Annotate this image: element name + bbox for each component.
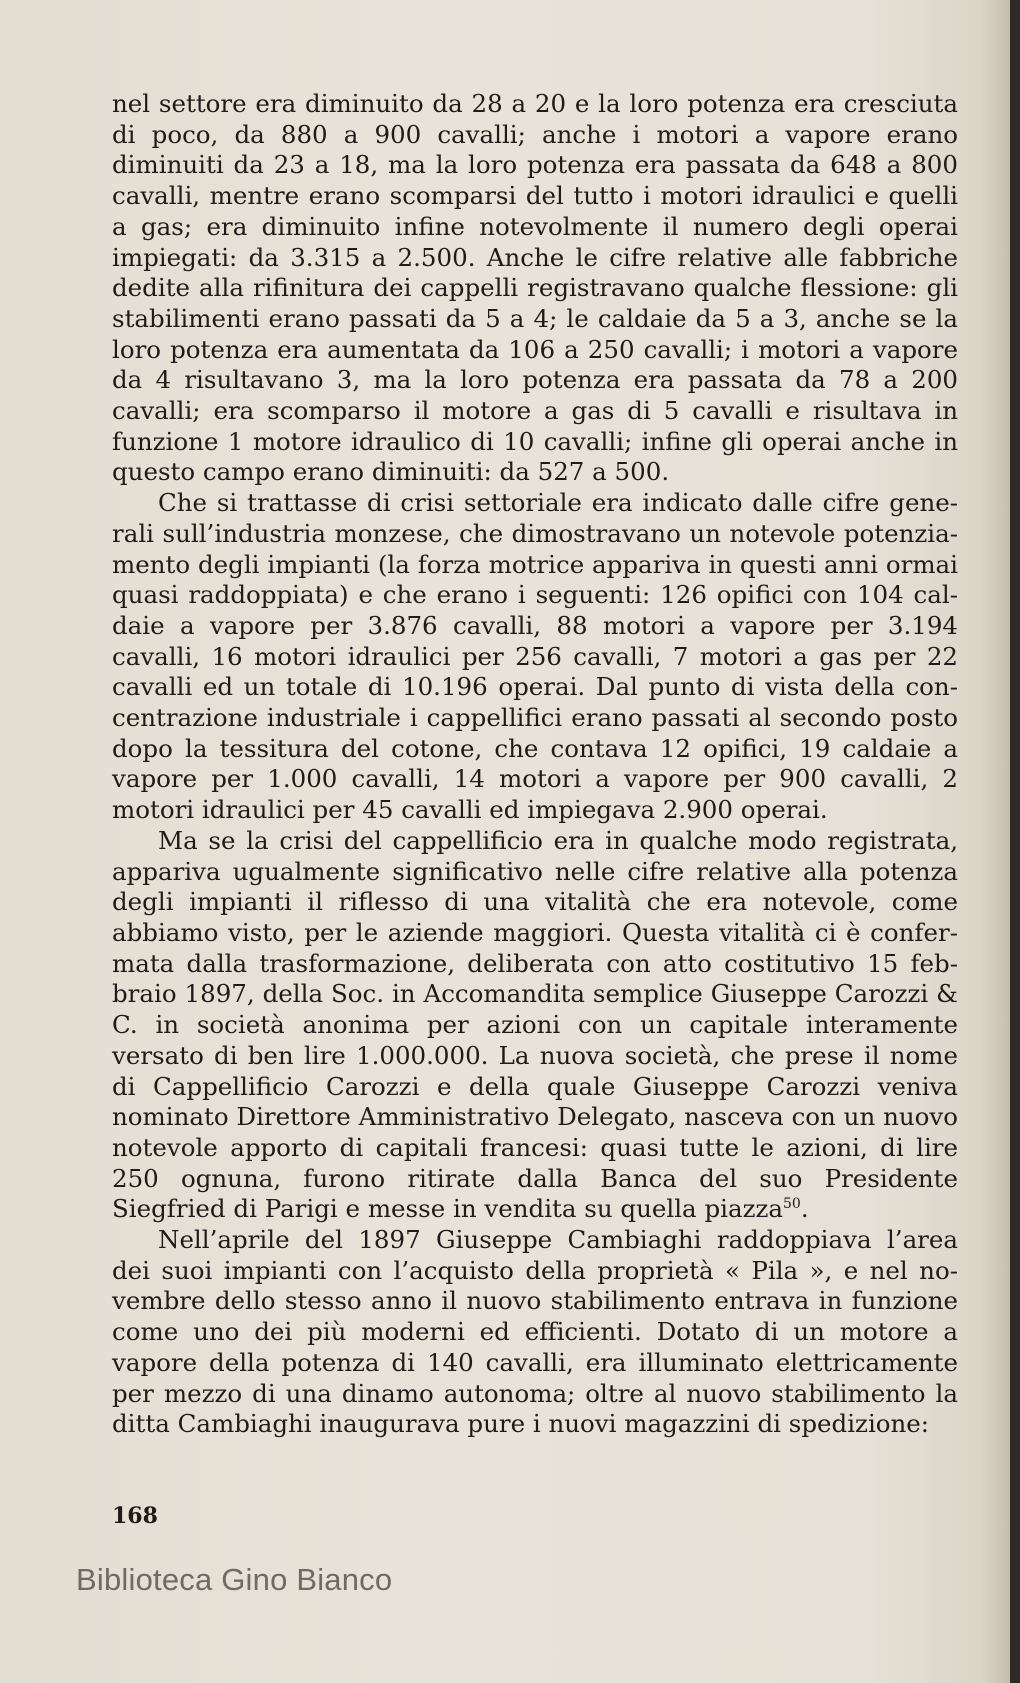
paragraph-1: nel settore era diminuito da 28 a 20 e la loro potenza era cresciuta di poco, da 880 a 900 cavalli; anche i motori a vapore erano diminuiti da 23 a 18, ma la loro potenza era passata da 648 a 800 cavalli, mentre erano scomparsi del tutto i motori idraulici e quelli a gas; era diminuito infine notevolmente il numero degli operai impiegati: da 3.315 a 2.500. Anche le cifre relative alle fabbriche dedite alla rifinitura dei cappelli registravano qualche flessione: gli stabilimenti erano passati da 5 a 4; le caldaie da 5 a 3, anche se la loro potenza era aumentata da 106 a 250 cavalli; i motori a vapore da 4 risultavano 3, ma la loro potenza era passata da 78 a 200 cavalli; era scomparso il motore a gas di 5 cavalli e risultava in funzione 1 motore idraulico di 10 cavalli; infine gli operai anche in questo campo erano diminuiti: da 527 a 500.: [112, 89, 958, 487]
paragraph-4: Nell’aprile del 1897 Giuseppe Cambiaghi raddoppiava l’area dei suoi impianti con l’acquisto della proprietà « Pila », e nel novembre dello stesso anno il nuovo stabilimento entrava in funzione come uno dei più moderni ed efficienti. Dotato di un motore a vapore della potenza di 140 cavalli, era illuminato elettricamente per mezzo di una dinamo autonoma; oltre al nuovo stabilimento la ditta Cambiaghi inaugurava pure i nuovi magazzini di spedizione:: [112, 1225, 958, 1439]
paragraph-2: Che si trattasse di crisi settoriale era indicato dalle cifre generali sull’industria monzese, che dimostravano un notevole potenziamento degli impianti (la forza motrice appariva in questi anni ormai quasi raddoppiata) e che erano i seguenti: 126 opifici con 104 caldaie a vapore per 3.876 cavalli, 88 motori a vapore per 3.194 cavalli, 16 motori idraulici per 256 cavalli, 7 motori a gas per 22 cavalli ed un totale di 10.196 operai. Dal punto di vista della concentrazione industriale i cappellifici erano passati al secondo posto dopo la tessitura del cotone, che contava 12 opifici, 19 caldaie a vapore per 1.000 cavalli, 14 motori a vapore per 900 cavalli, 2 motori idraulici per 45 cavalli ed impiegava 2.900 operai.: [112, 488, 958, 825]
page-number: 168: [112, 1503, 158, 1529]
library-watermark: Biblioteca Gino Bianco: [76, 1562, 393, 1597]
paragraph-3: [112, 826, 958, 1225]
footnote-reference: 50: [783, 1196, 801, 1213]
paragraph-3-end: .: [800, 1194, 809, 1224]
paragraph-3-text: Ma se la crisi del cappellificio era in qualche modo registrata, appariva ugualmente significativo nelle cifre relative alla potenza degli impianti il riflesso di una vitalità che era notevole, come abbiamo visto, per le aziende maggiori. Questa vitalità ci è confermata dalla trasformazione, deliberata con atto costitutivo 15 febbraio 1897, della Soc. in Accomandita semplice Giuseppe Carozzi & C. in società anonima per azioni con un capitale interamente versato di ben lire 1.000.000. La nuova società, che prese il nome di Cappellificio Carozzi e della quale Giuseppe Carozzi veniva nominato Direttore Amministrativo Delegato, nasceva con un nuovo notevole apporto di capitali francesi: quasi tutte le azioni, di lire 250 ognuna, furono ritirate dalla Banca del suo Presidente Siegfried di Parigi e messe in vendita su quella piazza: [112, 825, 958, 1224]
body-text: [112, 89, 958, 1440]
